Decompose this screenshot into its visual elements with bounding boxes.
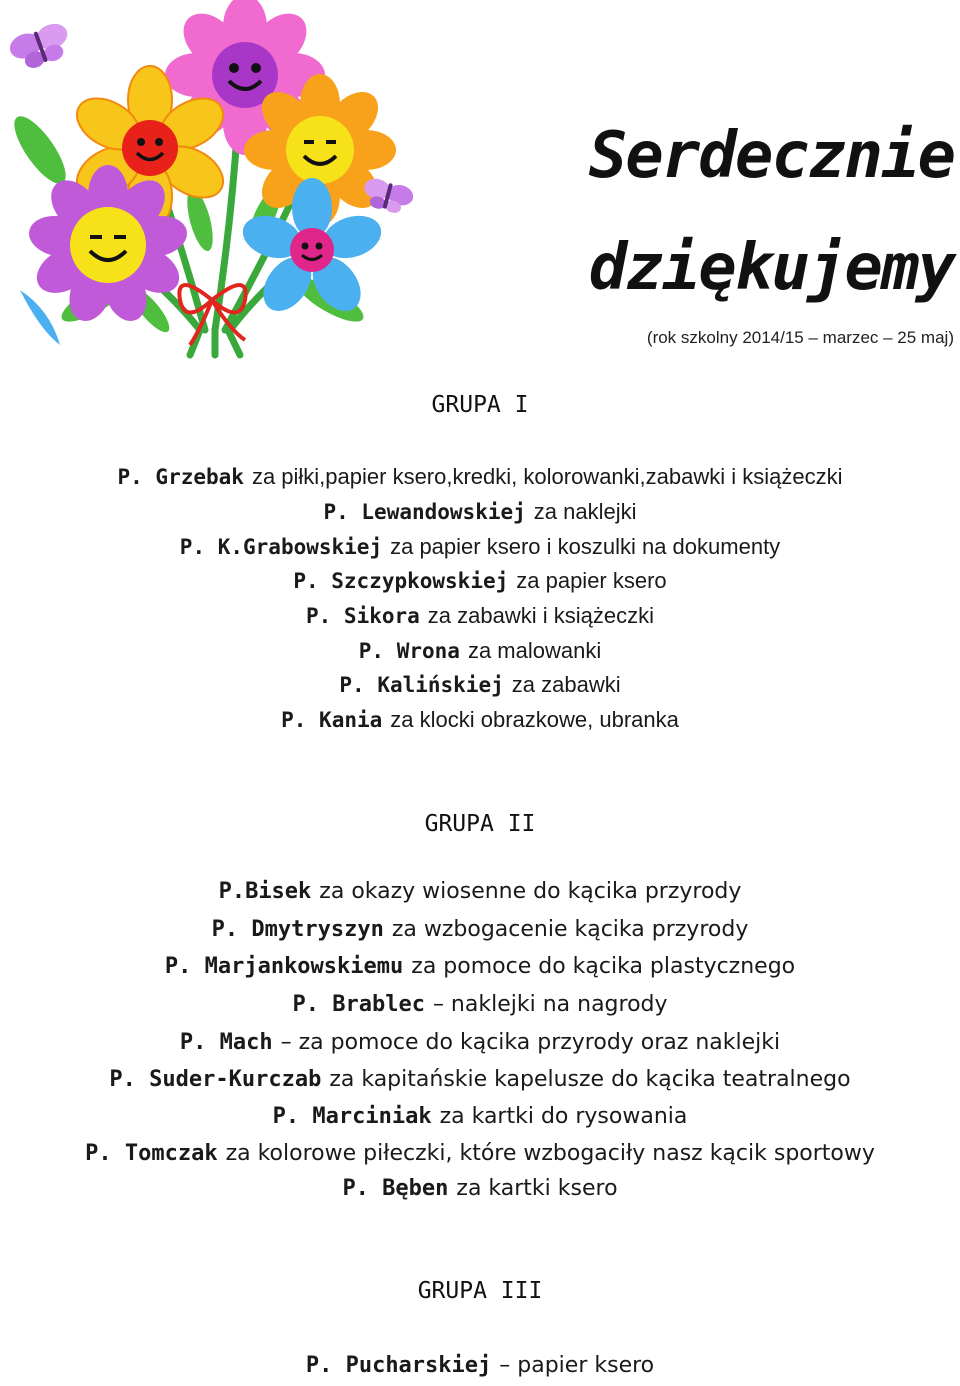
donation-description: za okazy wiosenne do kącika przyrody — [319, 879, 742, 904]
group-heading: GRUPA II — [424, 811, 536, 837]
donor-name: P. Sikora — [306, 604, 420, 628]
donation-description: za kapitańskie kapelusze do kącika teatralnego — [329, 1067, 851, 1092]
list-item — [0, 879, 960, 904]
donation-description: za klocki obrazkowe, ubranka — [390, 707, 679, 732]
list-item — [0, 707, 960, 733]
school-year-period: (rok szkolny 2014/15 – marzec – 25 maj) — [646, 328, 954, 347]
donation-description: za zabawki i książeczki — [427, 603, 654, 628]
donation-description: za kartki do rysowania — [439, 1104, 688, 1129]
donor-name: P. Kania — [281, 708, 383, 732]
donor-name: P. Tomczak — [85, 1141, 218, 1166]
donation-description: – papier ksero — [499, 1353, 655, 1378]
list-item — [0, 1030, 960, 1055]
donation-description: za kartki ksero — [456, 1176, 618, 1201]
blue-leaf — [20, 290, 60, 345]
donation-description: za wzbogacenie kącika przyrody — [391, 917, 749, 942]
list-item — [0, 638, 960, 664]
list-item — [0, 1067, 960, 1092]
donor-name: P. K.Grabowskiej — [179, 535, 383, 559]
donor-name: P. Kalińskiej — [339, 673, 504, 697]
donor-name: P. Suder-Kurczab — [109, 1067, 322, 1092]
donation-description: za zabawki — [511, 672, 621, 697]
donation-description: – naklejki na nagrody — [432, 992, 668, 1017]
list-item — [0, 954, 960, 979]
list-item — [0, 917, 960, 942]
list-item — [0, 568, 960, 594]
flower-bouquet-illustration — [0, 0, 420, 360]
title-line-2: dziękujemy — [588, 231, 954, 305]
group-heading: GRUPA I — [431, 392, 529, 418]
donation-description: za pomoce do kącika plastycznego — [411, 954, 796, 979]
list-item — [0, 464, 960, 490]
donation-description: za naklejki — [533, 499, 637, 524]
donor-name: P. Marciniak — [272, 1104, 432, 1129]
page-title — [534, 100, 954, 324]
donation-description: za piłki,papier ksero,kredki, kolorowanki,zabawki i książeczki — [251, 464, 843, 489]
group-heading: GRUPA III — [417, 1278, 543, 1304]
donation-description: za papier ksero i koszulki na dokumenty — [390, 534, 781, 559]
donation-description: za papier ksero — [516, 568, 667, 593]
donation-description: za kolorowe piłeczki, które wzbogaciły nasz kącik sportowy — [225, 1141, 875, 1166]
donor-name: P. Lewandowskiej — [323, 500, 526, 524]
donor-name: P. Brablec — [292, 992, 425, 1017]
donation-description: za malowanki — [467, 638, 602, 663]
list-item — [0, 499, 960, 525]
list-item — [0, 1141, 960, 1166]
donor-name: P. Mach — [179, 1030, 273, 1055]
donor-name: P. Dmytryszyn — [211, 917, 384, 942]
donor-name: P.Bisek — [218, 879, 312, 904]
title-line-1: Serdecznie — [588, 119, 954, 193]
list-item — [0, 992, 960, 1017]
donor-name: P. Pucharskiej — [305, 1353, 492, 1378]
list-item — [0, 534, 960, 560]
list-item — [0, 1353, 960, 1378]
donor-name: P. Marjankowskiemu — [164, 954, 404, 979]
donation-description: – za pomoce do kącika przyrody oraz naklejki — [280, 1030, 781, 1055]
donor-name: P. Bęben — [342, 1176, 449, 1201]
donor-name: P. Szczypkowskiej — [293, 569, 509, 593]
list-item — [0, 1104, 960, 1129]
list-item — [0, 672, 960, 698]
donor-name: P. Wrona — [358, 639, 460, 663]
list-item — [0, 1176, 960, 1201]
butterfly-left — [6, 20, 75, 74]
donor-name: P. Grzebak — [117, 465, 244, 489]
list-item — [0, 603, 960, 629]
